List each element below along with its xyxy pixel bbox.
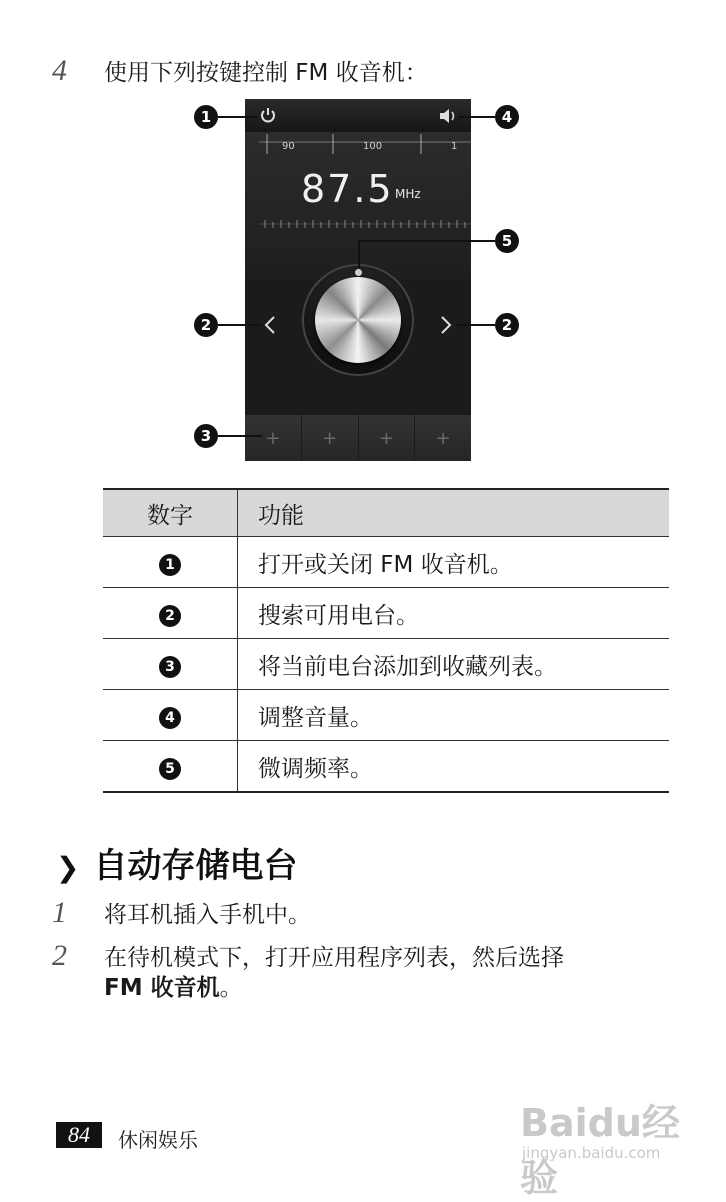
add-favorite-slot[interactable]: + bbox=[245, 415, 302, 461]
step-text-part: 。 bbox=[219, 975, 243, 1001]
row-number-badge: 2 bbox=[159, 605, 181, 627]
table-header-row bbox=[103, 489, 669, 537]
step-number: 4 bbox=[52, 54, 67, 87]
callout-leader bbox=[218, 324, 262, 326]
step-number: 2 bbox=[52, 939, 67, 972]
row-description: 搜索可用电台。 bbox=[238, 588, 670, 639]
callout-leader bbox=[360, 240, 495, 242]
tuning-knob[interactable] bbox=[315, 277, 401, 363]
add-favorite-slot[interactable]: + bbox=[359, 415, 416, 461]
watermark-text: Baidu经验 bbox=[520, 1101, 680, 1200]
callout-leader bbox=[218, 435, 262, 437]
volume-icon[interactable] bbox=[438, 108, 458, 124]
radio-top-bar bbox=[245, 99, 471, 132]
section-title-text: 自动存储电台 bbox=[93, 846, 298, 886]
tick-label-110: 1 bbox=[451, 141, 458, 152]
row-description: 调整音量。 bbox=[238, 690, 670, 741]
tick-label-100: 100 bbox=[363, 141, 383, 152]
header-function: 功能 bbox=[238, 489, 670, 537]
power-icon[interactable] bbox=[259, 107, 277, 125]
row-number-badge: 5 bbox=[159, 758, 181, 780]
callout-1: 1 bbox=[194, 105, 218, 129]
callout-2-right: 2 bbox=[495, 313, 519, 337]
app-name: FM 收音机 bbox=[104, 975, 220, 1001]
watermark-url: jingyan.baidu.com bbox=[522, 1144, 661, 1162]
row-description: 微调频率。 bbox=[238, 741, 670, 793]
prev-station-icon[interactable] bbox=[263, 315, 277, 335]
table-row bbox=[103, 741, 669, 793]
callout-4: 4 bbox=[495, 105, 519, 129]
add-favorite-slot[interactable]: + bbox=[415, 415, 471, 461]
row-number-badge: 1 bbox=[159, 554, 181, 576]
next-station-icon[interactable] bbox=[439, 315, 453, 335]
section-heading bbox=[56, 838, 297, 887]
row-description: 将当前电台添加到收藏列表。 bbox=[238, 639, 670, 690]
chapter-label: 休闲娱乐 bbox=[118, 1128, 198, 1152]
tick-label-90: 90 bbox=[282, 141, 295, 152]
callout-leader bbox=[458, 116, 495, 118]
row-number-badge: 4 bbox=[159, 707, 181, 729]
table-row bbox=[103, 537, 669, 588]
table-row bbox=[103, 639, 669, 690]
callout-5: 5 bbox=[495, 229, 519, 253]
callout-leader bbox=[456, 324, 495, 326]
step-text-part: 在待机模式下，打开应用程序列表，然后选择 bbox=[104, 945, 564, 971]
header-number: 数字 bbox=[103, 489, 238, 537]
add-favorite-slot[interactable]: + bbox=[302, 415, 359, 461]
callout-leader bbox=[218, 116, 258, 118]
frequency-unit: MHz bbox=[395, 187, 421, 201]
callout-leader bbox=[358, 240, 360, 268]
callout-3: 3 bbox=[194, 424, 218, 448]
step-text bbox=[104, 943, 684, 1003]
callout-2-left: 2 bbox=[194, 313, 218, 337]
table-row bbox=[103, 588, 669, 639]
step-text: 将耳机插入手机中。 bbox=[104, 902, 311, 928]
frequency-value: 87.5 bbox=[301, 167, 394, 211]
row-number-badge: 3 bbox=[159, 656, 181, 678]
row-description: 打开或关闭 FM 收音机。 bbox=[238, 537, 670, 588]
favorites-bar bbox=[245, 415, 471, 461]
fine-tune-dot[interactable] bbox=[355, 269, 362, 276]
chevron-right-icon: ❯ bbox=[56, 851, 80, 884]
page-number: 84 bbox=[56, 1122, 102, 1148]
step-text: 使用下列按键控制 FM 收音机： bbox=[104, 60, 428, 86]
table-row bbox=[103, 690, 669, 741]
step-number: 1 bbox=[52, 896, 67, 929]
fm-radio-screenshot bbox=[245, 99, 471, 461]
tuning-dial[interactable] bbox=[302, 264, 414, 376]
function-table bbox=[103, 488, 669, 793]
baidu-watermark bbox=[520, 1086, 700, 1200]
